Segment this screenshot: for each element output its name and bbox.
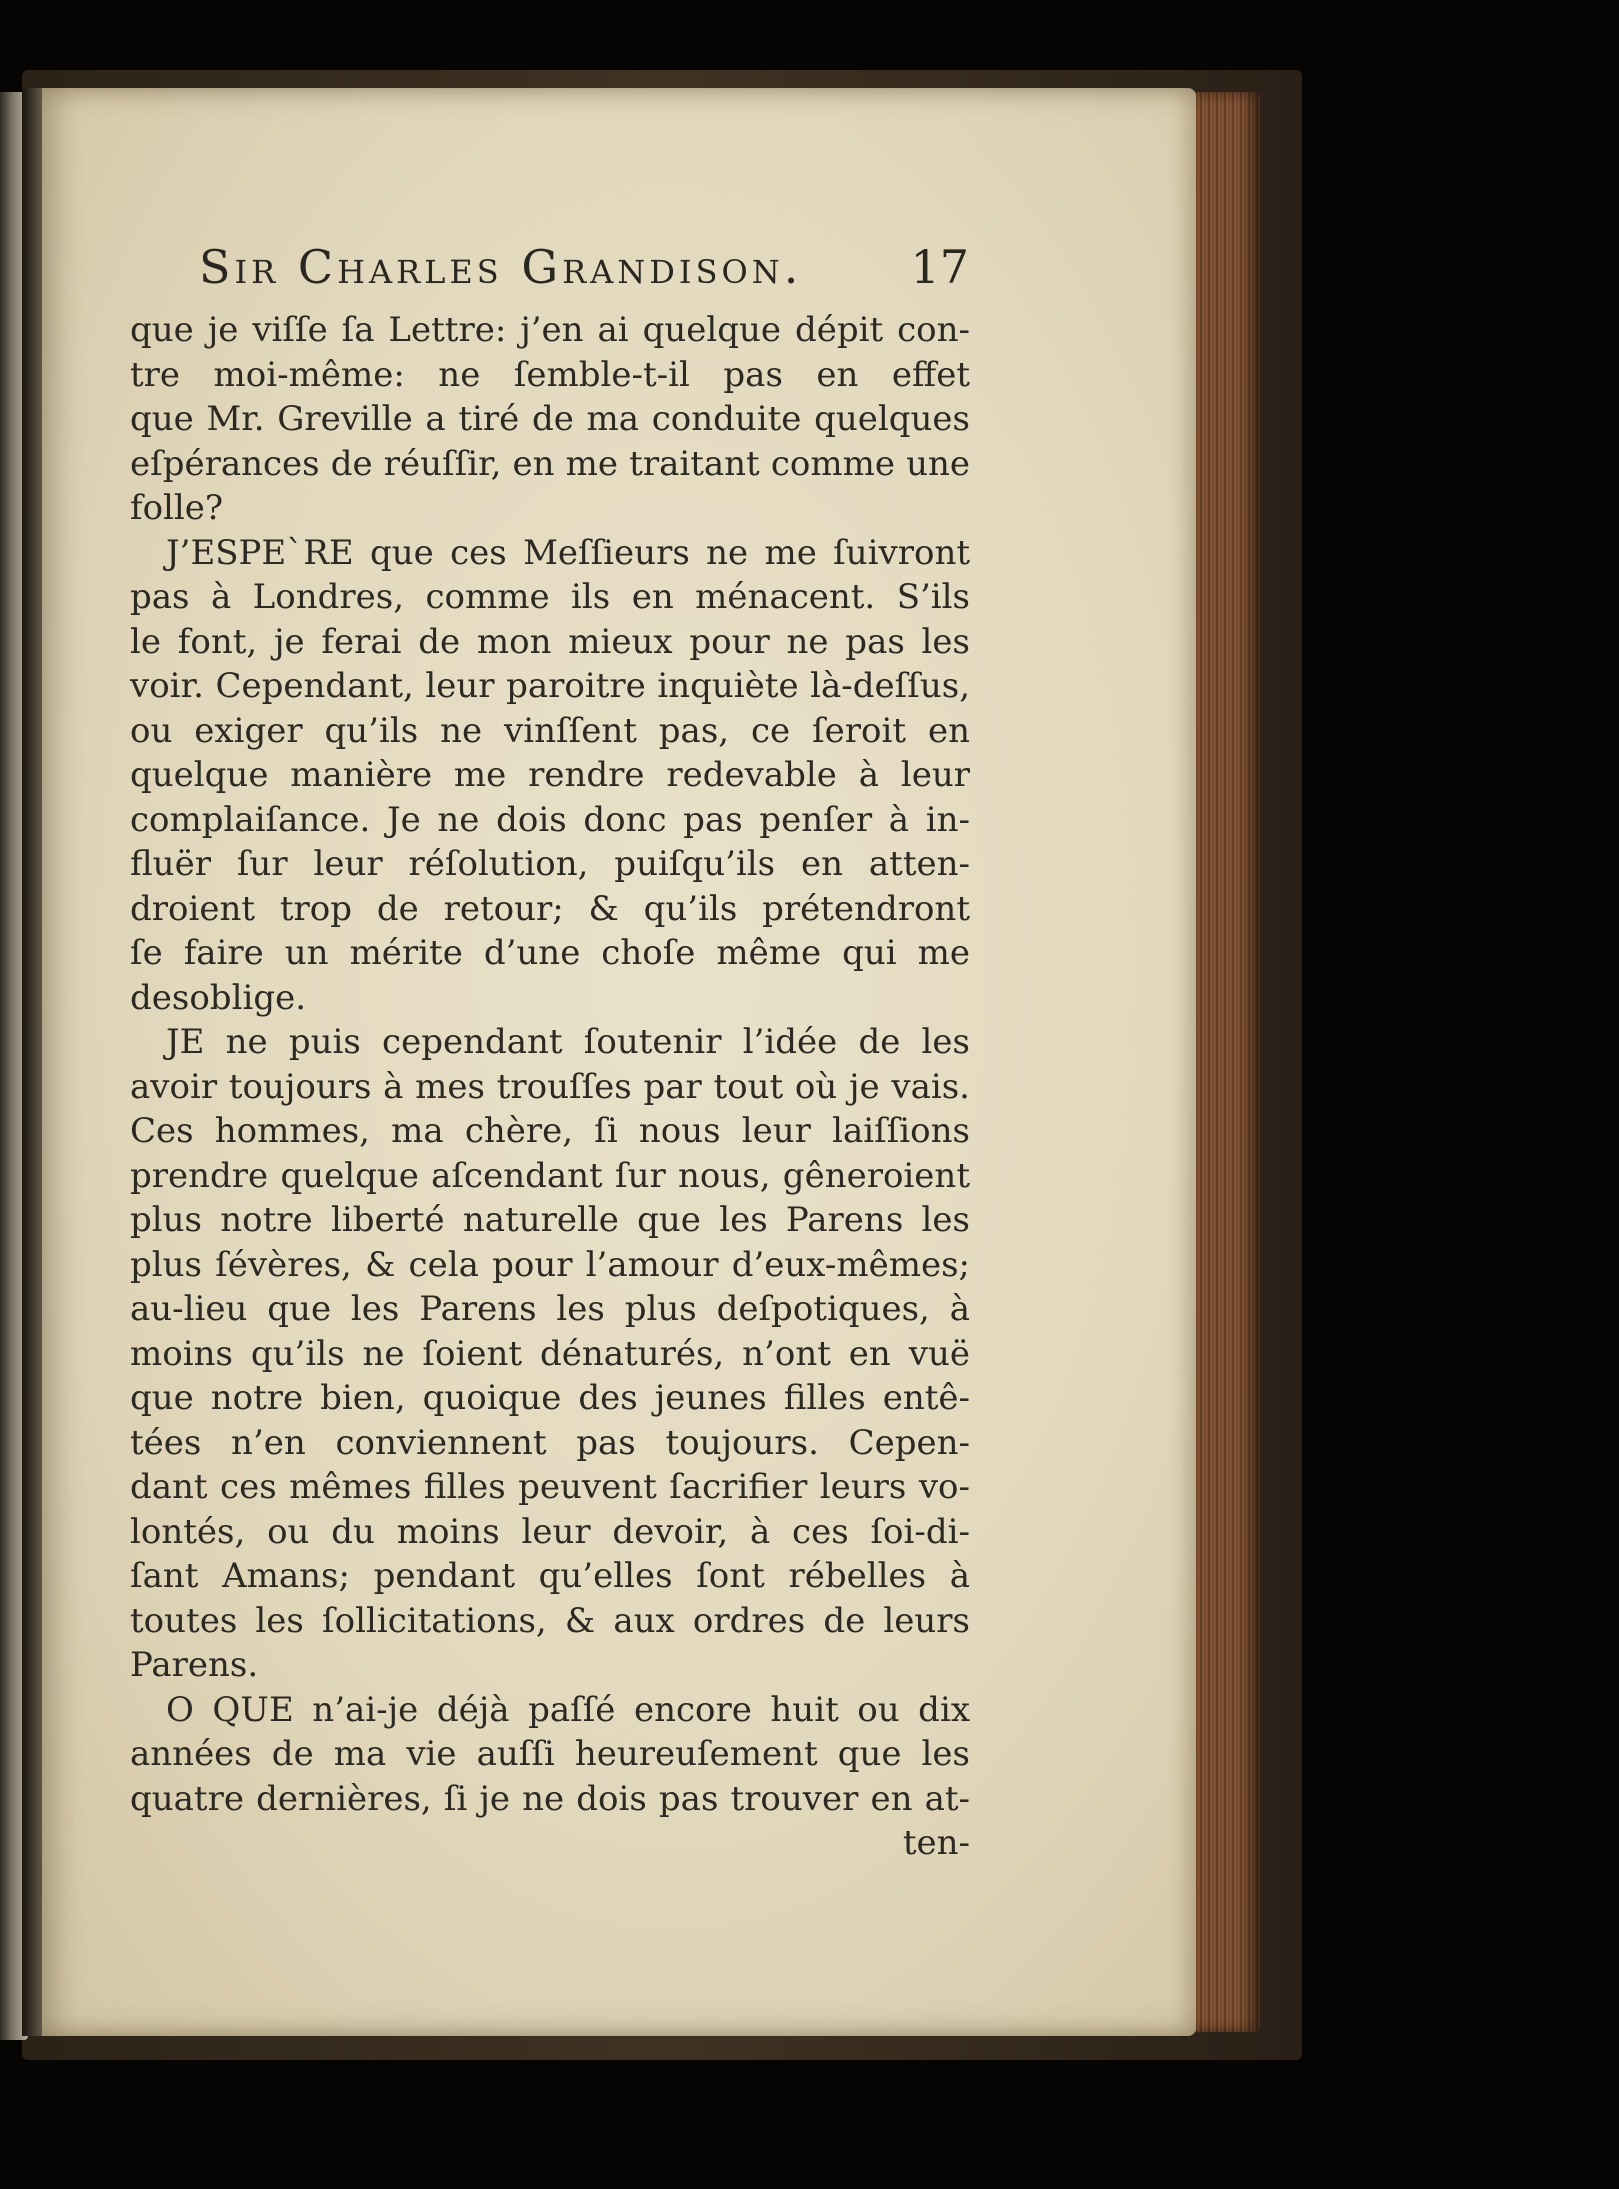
text-line: tées n’en conviennent pas toujours. Cepen- — [130, 1422, 970, 1463]
text-line: Parens. — [130, 1645, 259, 1685]
page-edges — [1188, 92, 1260, 2032]
text-line: que je viſſe ſa Lettre: j’en ai quelque dépit con- — [130, 310, 970, 350]
text-line: plus notre liberté naturelle que les Parens les — [130, 1200, 970, 1240]
paragraph-start-line: JE ne puis cependant ſoutenir l’idée de les — [166, 1022, 970, 1062]
text-line: ſe faire un mérite d’une choſe même qui me — [130, 933, 970, 973]
text-line: le font, je ferai de mon mieux pour ne pas les — [130, 621, 970, 662]
text-line: prendre quelque aſcendant ſur nous, gêneroient — [130, 1155, 970, 1196]
text-line: tre moi-même: ne ſemble-t-il pas en effet — [130, 354, 970, 395]
text-line: voir. Cependant, leur paroitre inquiète là-deſſus, — [130, 666, 970, 706]
text-line: droient trop de retour; & qu’ils prétendront — [130, 888, 970, 929]
text-line: Ces hommes, ma chère, ſi nous leur laiſſions — [130, 1111, 970, 1151]
body-text — [130, 308, 970, 1866]
text-line: ſant Amans; pendant qu’elles ſont rébelles à — [130, 1556, 970, 1596]
text-line: années de ma vie auſſi heureuſement que les — [130, 1734, 970, 1774]
text-line: dant ces mêmes filles peuvent ſacrifier leurs vo- — [130, 1467, 970, 1507]
paragraph-start-line: J’ESPE`RE que ces Meſſieurs ne me ſuivront — [166, 532, 970, 573]
text-line: fluër ſur leur réſolution, puiſqu’ils en atten- — [130, 844, 970, 884]
running-title: Sir Charles Grandison. — [199, 240, 803, 294]
text-line: folle? — [130, 488, 224, 528]
text-line: au-lieu que les Parens les plus deſpotiques, à — [130, 1289, 970, 1329]
text-line: ou exiger qu’ils ne vinſſent pas, ce ſeroit en — [130, 710, 970, 751]
catchword: ten- — [902, 1823, 970, 1863]
text-line: que notre bien, quoique des jeunes filles entê- — [130, 1378, 970, 1418]
text-line: pas à Londres, comme ils en ménacent. S’ils — [130, 577, 970, 617]
text-line: eſpérances de réuſſir, en me traitant comme une — [130, 443, 970, 484]
text-line: moins qu’ils ne ſoient dénaturés, n’ont en vuë — [130, 1333, 970, 1374]
spine-gutter — [22, 88, 42, 2036]
running-head — [199, 240, 969, 310]
text-line: desoblige. — [130, 977, 307, 1018]
text-line: que Mr. Greville a tiré de ma conduite quelques — [130, 399, 970, 439]
text-line: avoir toujours à mes trouſſes par tout où je vais. — [130, 1066, 970, 1107]
text-line: toutes les ſollicitations, & aux ordres de leurs — [130, 1600, 970, 1641]
text-line: quatre dernières, ſi je ne dois pas trouver en at- — [130, 1778, 970, 1819]
paragraph-start-line: O QUE n’ai-je déjà paſſé encore huit ou dix — [166, 1689, 970, 1730]
text-line: plus ſévères, & cela pour l’amour d’eux-mêmes; — [130, 1244, 970, 1285]
text-line: complaiſance. Je ne dois donc pas penſer à in- — [130, 799, 970, 840]
page-number: 17 — [910, 240, 969, 294]
text-line: quelque manière me rendre redevable à leur — [130, 755, 970, 795]
text-line: lontés, ou du moins leur devoir, à ces ſoi-di- — [130, 1511, 970, 1552]
